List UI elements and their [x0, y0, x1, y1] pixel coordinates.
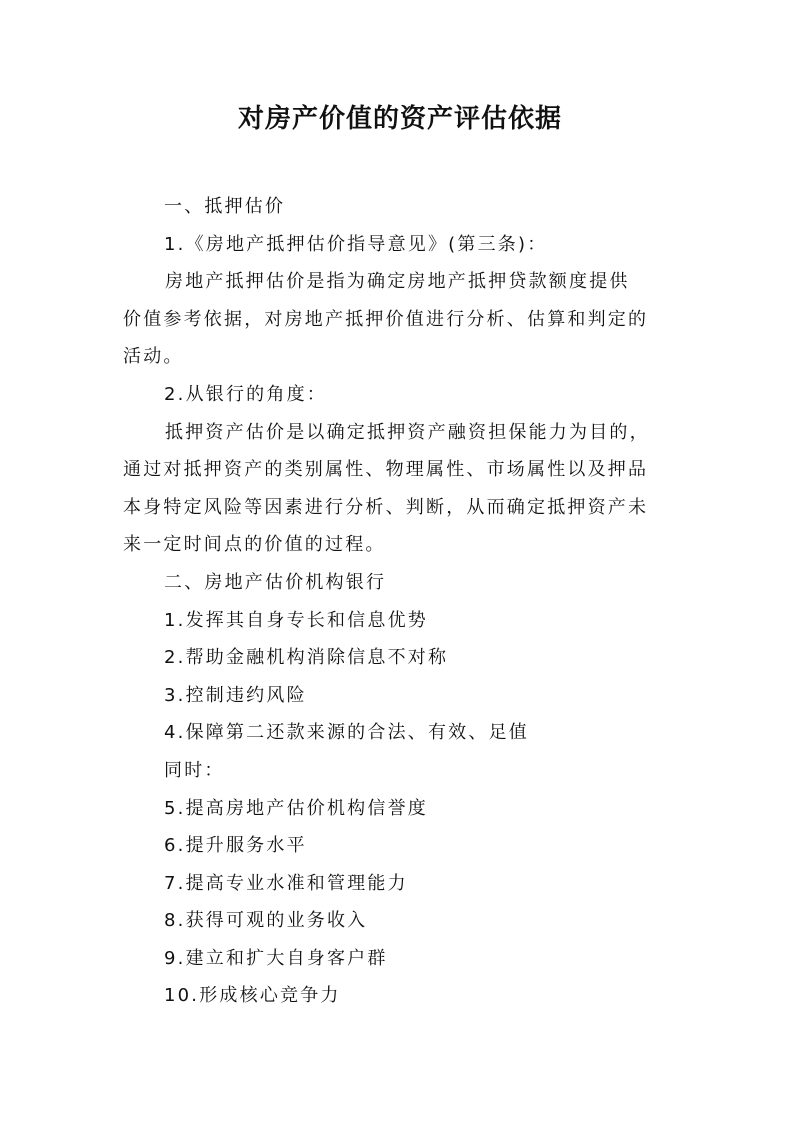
- paragraph-line: 同时：: [164, 759, 225, 781]
- paragraph-line: 本身特定风险等因素进行分析、判断，从而确定抵押资产未: [123, 496, 649, 518]
- paragraph-line: 来一定时间点的价值的过程。: [123, 534, 386, 556]
- paragraph-line: 活动。: [123, 346, 184, 368]
- list-item: 2.帮助金融机构消除信息不对称: [164, 647, 449, 669]
- paragraph-line: 通过对抵押资产的类别属性、物理属性、市场属性以及押品: [123, 459, 649, 481]
- list-item: 1.《房地产抵押估价指导意见》(第三条)：: [164, 233, 548, 255]
- list-item: 7.提高专业水准和管理能力: [164, 872, 408, 894]
- list-item: 6.提升服务水平: [164, 835, 307, 857]
- list-item: 9.建立和扩大自身客户群: [164, 947, 388, 969]
- list-item: 3.控制违约风险: [164, 684, 307, 706]
- list-item: 2.从银行的角度：: [164, 383, 327, 405]
- paragraph-line: 房地产抵押估价是指为确定房地产抵押贷款额度提供: [165, 271, 630, 293]
- document-title: 对房产价值的资产评估依据: [237, 104, 562, 134]
- list-item: 4.保障第二还款来源的合法、有效、足值: [164, 722, 529, 744]
- paragraph-line: 价值参考依据，对房地产抵押价值进行分析、估算和判定的: [123, 308, 649, 330]
- list-item: 10.形成核心竞争力: [164, 985, 341, 1007]
- section-heading: 二、房地产估价机构银行: [164, 571, 387, 593]
- document-body: [123, 188, 683, 1015]
- list-item: 5.提高房地产估价机构信誉度: [164, 797, 428, 819]
- section-heading: 一、抵押估价: [164, 196, 286, 217]
- list-item: 8.获得可观的业务收入: [164, 910, 368, 932]
- list-item: 1.发挥其自身专长和信息优势: [164, 609, 428, 631]
- paragraph-line: 抵押资产估价是以确定抵押资产融资担保能力为目的，: [165, 421, 650, 443]
